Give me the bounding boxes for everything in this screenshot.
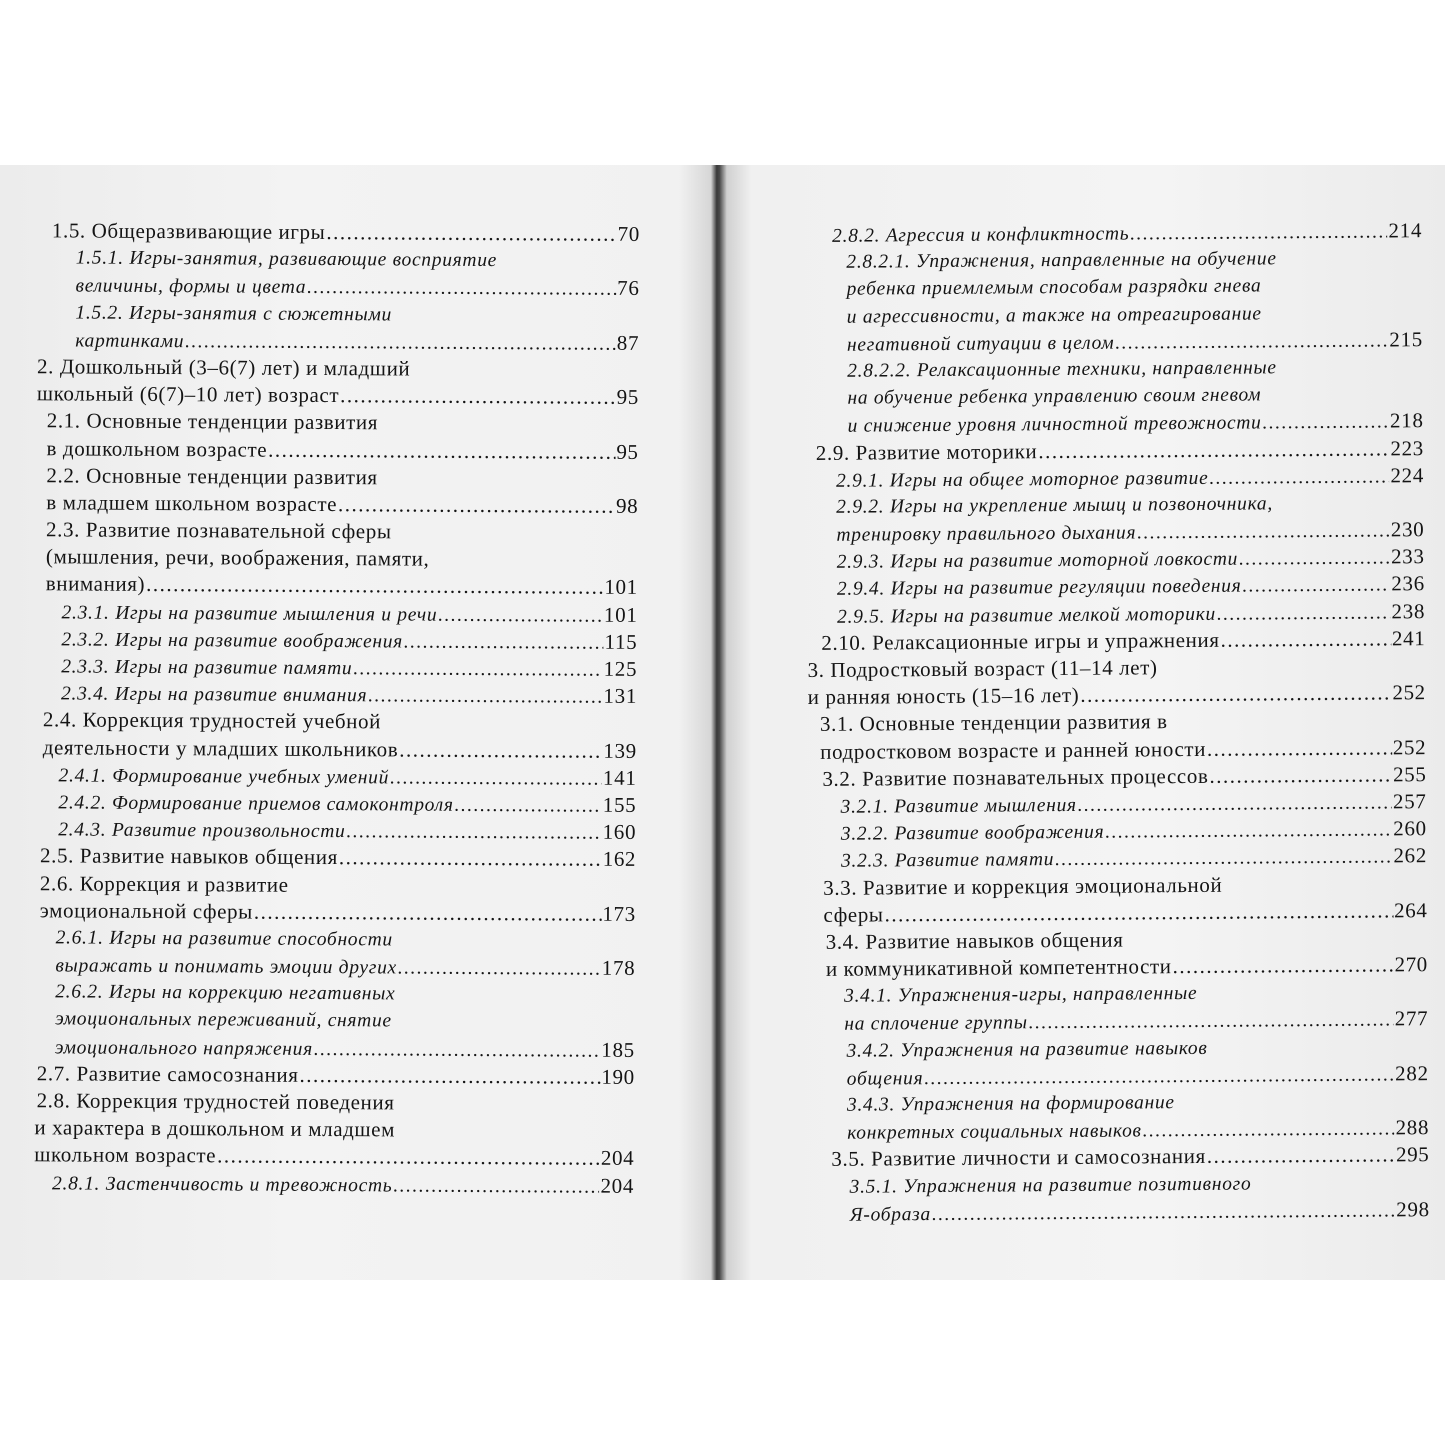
toc-line xyxy=(0,1114,707,1146)
toc-line xyxy=(0,271,640,302)
toc-entry-title: 2.3.3. Игры на развитие памяти xyxy=(61,656,353,680)
toc-page-number: 101 xyxy=(603,602,638,627)
toc-entry-title: конкретных социальных навыков xyxy=(847,1120,1142,1144)
toc-line xyxy=(0,1087,707,1119)
toc-entry-title: эмоциональных переживаний, снятие xyxy=(55,1008,392,1032)
toc-page-number: 173 xyxy=(602,901,636,926)
toc-page-number: 218 xyxy=(1389,408,1424,433)
toc-line xyxy=(0,516,710,548)
toc-line xyxy=(0,462,710,494)
toc-page-number: 223 xyxy=(1390,435,1424,460)
toc-line xyxy=(0,1033,635,1064)
toc-line xyxy=(730,1196,1430,1229)
toc-page-number: 288 xyxy=(1395,1115,1430,1140)
toc-page-number: 224 xyxy=(1390,462,1425,488)
toc-page-number: 101 xyxy=(604,575,638,600)
toc-entry-title: 1.5.1. Игры-занятия, развивающие восприятие xyxy=(75,247,498,272)
toc-entry-title: 3.2.1. Развитие мышления xyxy=(840,794,1077,818)
toc-page-number: 277 xyxy=(1394,1006,1429,1031)
toc-entry-title: 2.3.2. Игры на развитие воображения xyxy=(61,629,404,653)
dot-leader xyxy=(399,736,602,764)
toc-entry-title: 3.3. Развитие и коррекция эмоциональной xyxy=(823,872,1223,900)
dot-leader xyxy=(1105,817,1392,846)
right-page xyxy=(722,165,1445,1280)
dot-leader xyxy=(346,818,601,846)
toc-entry-title: ребенка приемлемым способам разрядки гнева xyxy=(846,275,1262,301)
toc-entry-title: 2.1. Основные тенденции развития xyxy=(46,408,379,435)
dot-leader xyxy=(1207,734,1392,762)
toc-entry-title: в младшем школьном возрасте xyxy=(46,490,338,516)
dot-leader xyxy=(1262,409,1389,437)
toc-page-number: 262 xyxy=(1393,843,1428,868)
toc-page-number: 162 xyxy=(602,847,637,872)
dot-leader xyxy=(1239,545,1390,573)
toc-line xyxy=(0,380,639,411)
dot-leader xyxy=(1242,572,1390,600)
toc-entry-title: 2.7. Развитие самосознания xyxy=(36,1061,299,1087)
toc-line xyxy=(0,353,711,385)
toc-page-number: 98 xyxy=(615,493,639,518)
toc-entry-title: 2.3. Развитие познавательной сферы xyxy=(46,517,392,544)
toc-page-number: 230 xyxy=(1390,517,1425,542)
toc-entry-title: 3.5.1. Упражнения на развитие позитивного xyxy=(849,1173,1252,1198)
toc-entry-title: 2.5. Развитие навыков общения xyxy=(40,843,338,870)
toc-page-number: 95 xyxy=(616,439,639,464)
table-of-contents-left xyxy=(0,217,712,1200)
toc-entry-title: 3.4.3. Упражнения на формирование xyxy=(846,1092,1175,1116)
toc-page-number: 115 xyxy=(604,629,638,654)
toc-page-number: 264 xyxy=(1394,897,1428,923)
toc-line xyxy=(0,978,707,1010)
toc-line xyxy=(0,489,638,520)
toc-line xyxy=(0,598,638,629)
toc-entry-title: 3.4.2. Упражнения на развитие навыков xyxy=(846,1037,1208,1062)
toc-entry-title: сферы xyxy=(823,902,884,927)
toc-page-number: 204 xyxy=(600,1173,635,1198)
toc-line xyxy=(0,217,640,248)
toc-line xyxy=(0,570,638,601)
toc-line xyxy=(0,706,709,738)
toc-line xyxy=(0,679,637,710)
toc-entry-title: 2.9.4. Игры на развитие регуляции поведения xyxy=(836,576,1242,601)
toc-entry-title: 2.8.2. Агрессия и конфликтность xyxy=(832,223,1130,247)
toc-entry-title: тренировку правильного дыхания xyxy=(836,522,1137,546)
dot-leader xyxy=(1172,951,1393,980)
dot-leader xyxy=(185,328,616,357)
toc-line xyxy=(0,1005,707,1037)
toc-entry-title: 2.9.2. Игры на укрепление мышц и позвоночника, xyxy=(836,493,1273,518)
toc-page-number: 233 xyxy=(1390,544,1425,569)
toc-entry-title: 2.4.3. Развитие произвольности xyxy=(58,819,346,843)
toc-page-number: 236 xyxy=(1391,571,1425,596)
toc-line xyxy=(0,434,639,465)
toc-page-number: 214 xyxy=(1388,218,1423,243)
toc-entry-title: школьном возрасте xyxy=(34,1142,217,1168)
toc-entry-title: 2.9. Развитие моторики xyxy=(815,438,1038,465)
toc-entry-title: Я-образа xyxy=(849,1203,931,1226)
dot-leader xyxy=(326,219,617,248)
toc-line xyxy=(0,734,637,765)
toc-line xyxy=(0,1141,634,1172)
toc-line xyxy=(0,1060,635,1091)
toc-entry-title: величины, формы и цвета xyxy=(75,275,307,299)
toc-page-number: 215 xyxy=(1389,326,1424,352)
toc-entry-title: 2.4.2. Формирование приемов самоконтроля xyxy=(58,792,454,816)
toc-page-number: 260 xyxy=(1393,816,1427,841)
toc-entry-title: 2.8.2.2. Релаксационные техники, направленные xyxy=(847,357,1277,382)
toc-page-number: 141 xyxy=(602,765,637,790)
toc-entry-title: и характера в дошкольном и младшем xyxy=(34,1115,396,1142)
toc-page-number: 125 xyxy=(603,656,638,681)
dot-leader xyxy=(1115,327,1388,356)
toc-entry-title: 3.4. Развитие навыков общения xyxy=(825,927,1124,954)
dot-leader xyxy=(1080,680,1391,709)
toc-line xyxy=(0,761,637,792)
toc-entry-title: 2.6. Коррекция и развитие xyxy=(39,870,289,897)
toc-page-number: 185 xyxy=(601,1037,635,1062)
toc-line xyxy=(0,299,711,331)
toc-entry-title: 1.5. Общеразвивающие игры xyxy=(51,218,326,244)
dot-leader xyxy=(307,274,616,302)
toc-page-number: 295 xyxy=(1395,1142,1430,1167)
dot-leader xyxy=(884,897,1393,928)
toc-line xyxy=(0,842,636,873)
toc-entry-title: 2.6.2. Игры на коррекцию негативных xyxy=(55,981,396,1005)
dot-leader xyxy=(393,1172,599,1200)
dot-leader xyxy=(368,682,602,710)
toc-entry-title: и ранняя юность (15–16 лет) xyxy=(807,683,1080,710)
dot-leader xyxy=(1217,599,1391,627)
toc-line xyxy=(0,407,711,439)
toc-entry-title: 3.2.2. Развитие воображения xyxy=(840,821,1105,845)
toc-entry-title: 3.1. Основные тенденции развития в xyxy=(819,709,1168,737)
dot-leader xyxy=(254,898,602,927)
dot-leader xyxy=(398,955,601,983)
dot-leader xyxy=(1078,789,1392,818)
dot-leader xyxy=(217,1143,600,1172)
toc-entry-title: на сплочение группы xyxy=(844,1012,1028,1036)
book-spread xyxy=(0,165,1445,1280)
toc-entry-title: 1.5.2. Игры-занятия с сюжетными xyxy=(75,302,393,325)
toc-line xyxy=(0,951,636,982)
toc-entry-title: 2.4.1. Формирование учебных умений xyxy=(58,765,390,789)
toc-entry-title: внимания) xyxy=(45,571,146,597)
toc-page-number: 139 xyxy=(603,738,637,763)
toc-line xyxy=(0,1169,634,1200)
dot-leader xyxy=(338,491,615,520)
toc-page-number: 238 xyxy=(1391,598,1426,624)
toc-entry-title: эмоциональной сферы xyxy=(39,897,253,924)
toc-page-number: 255 xyxy=(1392,761,1427,787)
toc-entry-title: 2.4. Коррекция трудностей учебной xyxy=(42,707,382,734)
dot-leader xyxy=(340,382,616,411)
dot-leader xyxy=(1207,1142,1395,1170)
toc-page-number: 252 xyxy=(1392,734,1427,759)
toc-entry-title: в дошкольном возрасте xyxy=(46,435,268,462)
dot-leader xyxy=(1055,844,1392,874)
dot-leader xyxy=(1143,1116,1395,1145)
toc-line xyxy=(0,924,708,956)
toc-entry-title: 2.9.3. Игры на развитие моторной ловкости xyxy=(836,548,1239,574)
toc-entry-title: 2.9.1. Игры на общее моторное развитие xyxy=(835,467,1209,492)
toc-entry-title: (мышления, речи, воображения, памяти, xyxy=(45,544,430,571)
toc-entry-title: 2.8. Коррекция трудностей поведения xyxy=(36,1088,395,1115)
dot-leader xyxy=(339,844,602,873)
toc-page-number: 190 xyxy=(601,1064,635,1089)
toc-entry-title: 2.8.1. Застенчивость и тревожность xyxy=(52,1172,393,1196)
toc-line xyxy=(0,625,637,656)
toc-page-number: 87 xyxy=(616,330,640,355)
toc-entry-title: 2. Дошкольный (3–6(7) лет) и младший xyxy=(37,354,411,381)
toc-page-number: 282 xyxy=(1395,1060,1429,1086)
toc-entry-title: 2.3.4. Игры на развитие внимания xyxy=(61,683,368,707)
toc-page-number: 131 xyxy=(603,683,638,709)
toc-line xyxy=(0,244,712,276)
dot-leader xyxy=(932,1197,1396,1228)
toc-page-number: 95 xyxy=(616,384,639,410)
toc-line xyxy=(0,869,708,901)
dot-leader xyxy=(404,628,604,656)
toc-page-number: 241 xyxy=(1391,625,1426,651)
dot-leader xyxy=(353,655,602,683)
toc-entry-title: подростковом возрасте и ранней юности xyxy=(820,736,1207,764)
toc-entry-title: 2.8.2.1. Упражнения, направленные на обучение xyxy=(846,248,1277,273)
toc-line xyxy=(0,326,639,357)
toc-line xyxy=(0,788,637,819)
dot-leader xyxy=(1209,761,1392,789)
dot-leader xyxy=(1029,1007,1394,1037)
toc-entry-title: на обучение ребенка управлению своим гневом xyxy=(847,384,1262,409)
toc-entry-title: и коммуникативной компетентности xyxy=(825,954,1172,981)
dot-leader xyxy=(314,1036,601,1064)
dot-leader xyxy=(146,571,603,601)
toc-line xyxy=(0,897,636,928)
toc-entry-title: 2.6.1. Игры на развитие способности xyxy=(55,927,393,951)
toc-entry-title: 2.9.5. Игры на развитие мелкой моторики xyxy=(837,603,1217,628)
dot-leader xyxy=(1130,218,1387,247)
dot-leader xyxy=(455,792,602,819)
toc-page-number: 252 xyxy=(1392,680,1426,705)
toc-entry-title: негативной ситуации в целом xyxy=(846,332,1115,356)
dot-leader xyxy=(1038,435,1389,465)
toc-page-number: 298 xyxy=(1396,1196,1430,1222)
toc-entry-title: деятельности у младших школьников xyxy=(42,734,399,762)
toc-entry-title: 3. Подростковый возраст (11–14 лет) xyxy=(807,655,1158,683)
toc-entry-title: и агрессивности, а также на отреагирование xyxy=(846,303,1262,328)
left-page xyxy=(0,165,712,1280)
dot-leader xyxy=(1220,625,1391,653)
toc-page-number: 178 xyxy=(601,955,636,980)
toc-line xyxy=(0,543,710,575)
toc-entry-title: 2.10. Релаксационные игры и упражнения xyxy=(821,627,1220,655)
toc-entry-title: 3.4.1. Упражнения-игры, направленные xyxy=(844,983,1198,1007)
dot-leader xyxy=(390,764,602,792)
toc-page-number: 76 xyxy=(617,276,640,301)
dot-leader xyxy=(268,436,615,465)
dot-leader xyxy=(1137,518,1390,547)
toc-page-number: 270 xyxy=(1394,952,1428,977)
dot-leader xyxy=(299,1062,600,1091)
toc-page-number: 155 xyxy=(602,792,637,817)
dot-leader xyxy=(438,601,603,628)
toc-line xyxy=(0,652,637,683)
toc-entry-title: школьный (6(7)–10 лет) возраст xyxy=(36,381,340,408)
table-of-contents-right xyxy=(722,217,1445,1229)
toc-page-number: 204 xyxy=(600,1146,635,1171)
toc-page-number: 70 xyxy=(617,221,640,246)
toc-entry-title: 3.2. Развитие познавательных процессов xyxy=(822,763,1209,791)
dot-leader xyxy=(1209,463,1389,491)
toc-entry-title: 3.5. Развитие личности и самосознания xyxy=(831,1144,1206,1172)
toc-entry-title: эмоционального напряжения xyxy=(54,1036,314,1060)
toc-entry-title: и снижение уровня личностной тревожности xyxy=(847,412,1262,438)
toc-entry-title: выражать и понимать эмоции других xyxy=(55,955,397,979)
toc-entry-title: 3.2.3. Развитие памяти xyxy=(840,849,1055,873)
toc-entry-title: картинками xyxy=(75,330,185,352)
toc-line xyxy=(0,815,636,846)
toc-entry-title: 2.3.1. Игры на развитие мышления и речи xyxy=(61,602,438,626)
toc-entry-title: общения xyxy=(846,1067,924,1090)
toc-entry-title: 2.2. Основные тенденции развития xyxy=(46,462,378,489)
toc-page-number: 257 xyxy=(1392,789,1427,814)
toc-page-number: 160 xyxy=(602,819,637,845)
